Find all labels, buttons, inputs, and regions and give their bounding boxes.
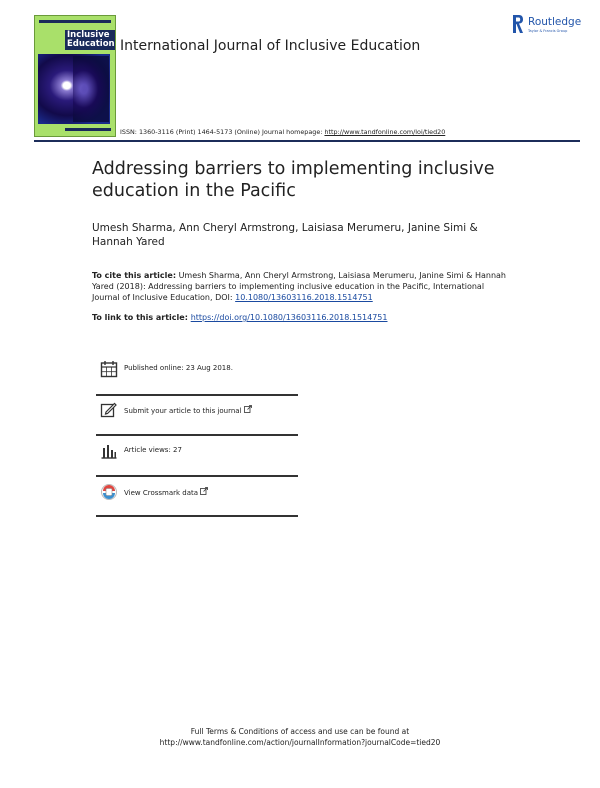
journal-title: International Journal of Inclusive Education: [120, 38, 421, 54]
crossmark-link[interactable]: View Crossmark data: [124, 487, 208, 497]
publisher-name: Routledge: [528, 16, 582, 28]
cover-top-bar: [39, 20, 111, 23]
edit-icon: [100, 401, 118, 419]
cover-journal-name: Inclusive Education: [67, 30, 115, 49]
article-views-row: [96, 442, 298, 472]
footer-terms-text: Full Terms & Conditions of access and use can be found at: [190, 727, 410, 736]
info-divider: [96, 515, 298, 517]
citation-text: Umesh Sharma, Ann Cheryl Armstrong, Laisiasa Merumeru, Janine Simi & Hannah Yared (2018): Addressing barriers to implementing inclusive education in the Pacific, International Journal of Inclusive Education, DOI:: [92, 271, 506, 302]
journal-cover-image: [34, 15, 116, 137]
external-link-icon: [200, 487, 208, 495]
article-views-label: Article views: 27: [124, 446, 182, 454]
crossmark-row[interactable]: [96, 483, 298, 513]
article-link-line: [92, 313, 388, 322]
cover-bottom-bar: [65, 128, 111, 131]
footer-terms-url[interactable]: http://www.tandfonline.com/action/journalInformation?journalCode=tied20: [159, 738, 441, 747]
info-divider: [96, 394, 298, 396]
journal-homepage-link[interactable]: http://www.tandfonline.com/loi/tied20: [324, 128, 446, 136]
submit-article-row[interactable]: [96, 401, 298, 431]
cover-artwork-overlay: [73, 56, 109, 122]
article-title: Addressing barriers to implementing inclusive education in the Pacific: [92, 159, 495, 201]
routledge-r-icon: [512, 14, 524, 34]
citation-label: To cite this article:: [92, 271, 177, 280]
crossmark-icon: [100, 483, 118, 501]
article-link-label: To link to this article:: [92, 313, 191, 322]
issn-text: ISSN: 1360-3116 (Print) 1464-5173 (Online) Journal homepage:: [120, 128, 325, 136]
publisher-tagline: Taylor & Francis Group: [528, 29, 568, 33]
citation-block: [92, 270, 512, 303]
external-link-icon: [244, 405, 252, 413]
bar-chart-icon: [100, 442, 118, 460]
article-doi-url[interactable]: https://doi.org/10.1080/13603116.2018.1514751: [190, 313, 388, 322]
info-divider: [96, 434, 298, 436]
citation-doi-link[interactable]: 10.1080/13603116.2018.1514751: [235, 293, 373, 302]
submit-article-link[interactable]: Submit your article to this journal: [124, 405, 252, 415]
published-online-label: Published online: 23 Aug 2018.: [124, 364, 233, 372]
issn-line: [120, 128, 445, 136]
article-authors: Umesh Sharma, Ann Cheryl Armstrong, Laisiasa Merumeru, Janine Simi & Hannah Yared: [92, 222, 478, 248]
header-divider: [34, 140, 580, 142]
footer-terms: [0, 726, 600, 748]
calendar-icon: [100, 360, 118, 378]
published-online-row: [96, 360, 298, 390]
info-divider: [96, 475, 298, 477]
